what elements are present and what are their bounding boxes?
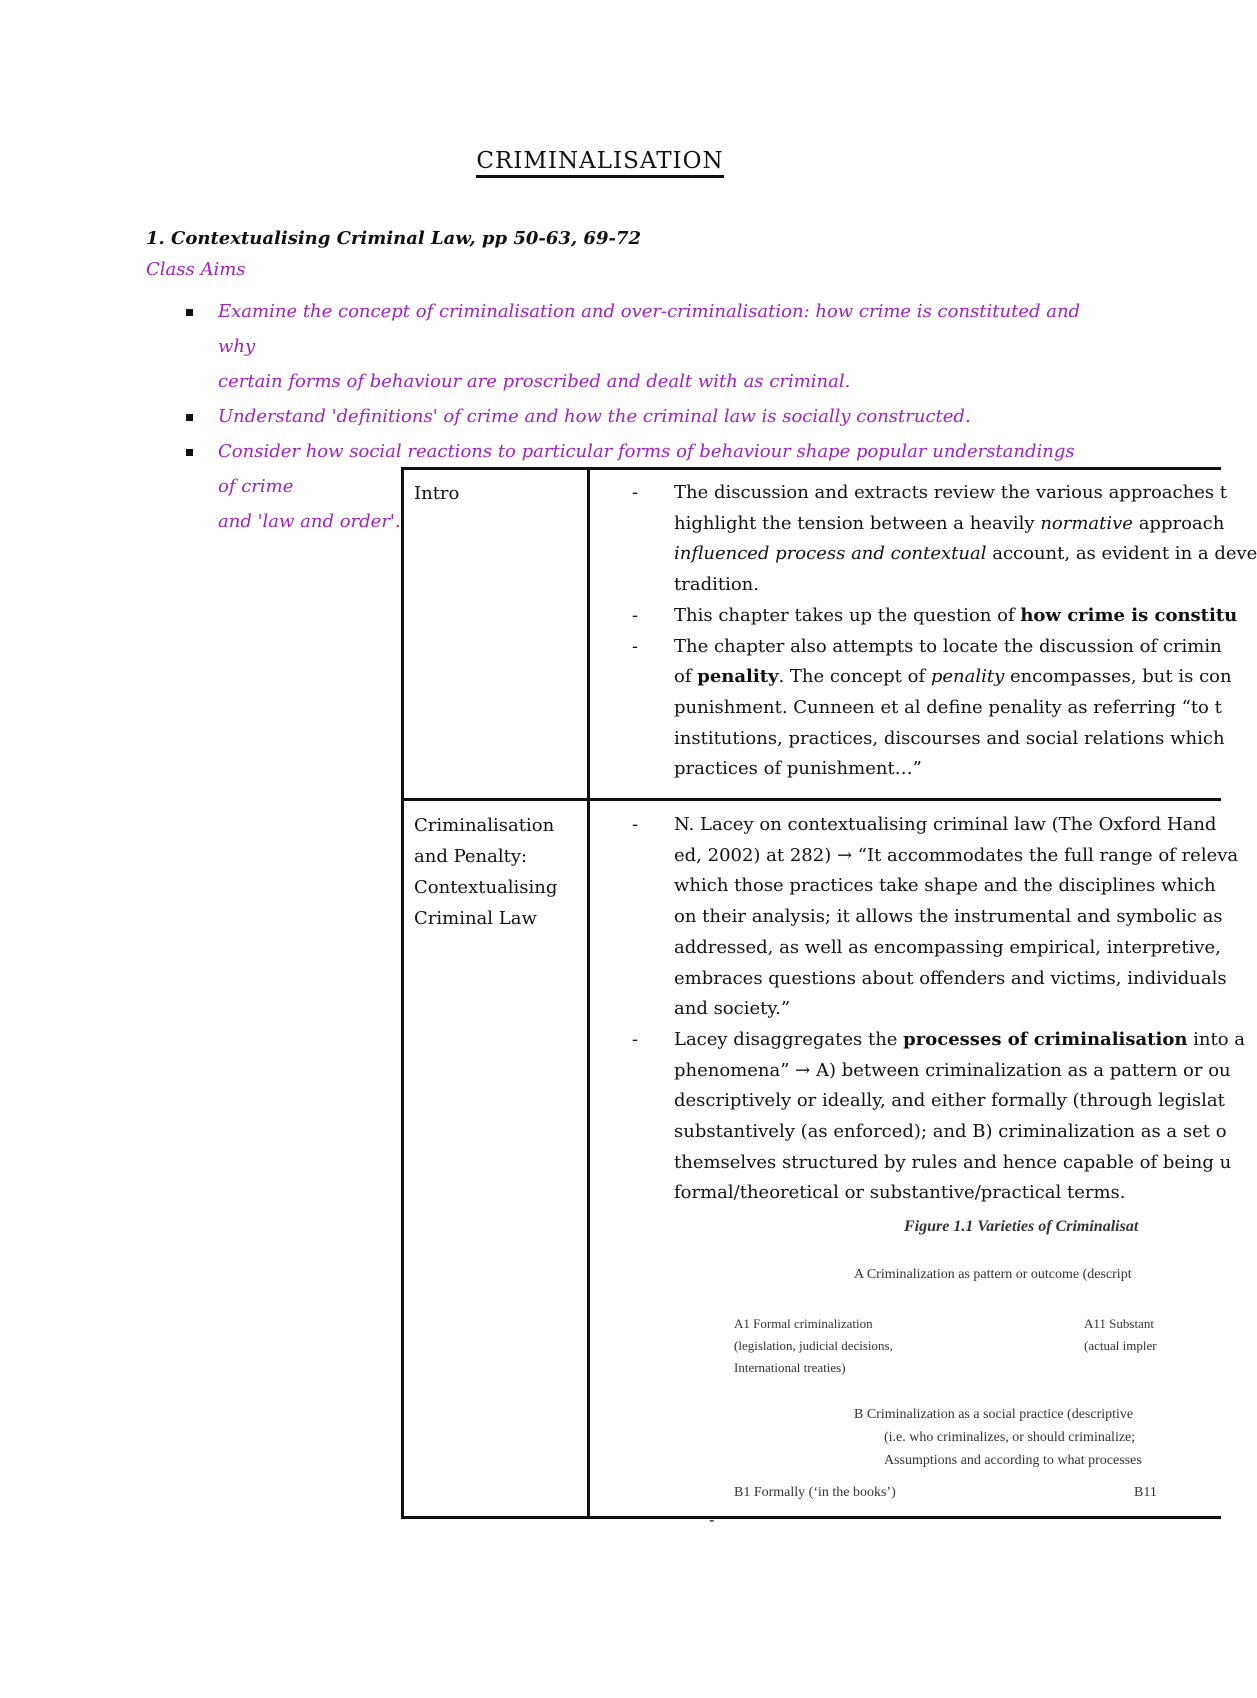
row-points-criminalisation (624, 810, 1246, 1209)
figure-node-b (854, 1403, 1142, 1472)
point-line: which those practices take shape and the disciplines which (674, 875, 1216, 897)
section-heading: 1. Contextualising Criminal Law, pp 50-63, 69-72 (146, 228, 641, 249)
figure-text: International treaties) (734, 1360, 846, 1375)
point-line: themselves structured by rules and hence capable of being u (674, 1151, 1232, 1173)
point-line: practices of punishment…” (674, 758, 922, 780)
point-line: ed, 2002) at 282) → “It accommodates the full range of releva (674, 844, 1239, 866)
point-line: highlight the tension between a heavily normative approach (674, 512, 1225, 534)
point-item (624, 601, 1238, 632)
point-line: This chapter takes up the question of how crime is constitu (674, 604, 1238, 626)
document-title-text: CRIMINALISATION (476, 148, 723, 178)
point-line: The discussion and extracts review the various approaches t (674, 482, 1228, 503)
point-line: formal/theoretical or substantive/practical terms. (674, 1182, 1126, 1204)
point-line: The chapter also attempts to locate the discussion of crimin (674, 635, 1222, 657)
point-line: and society.” (674, 998, 791, 1020)
point-item (624, 632, 1232, 786)
aim-item (146, 294, 1086, 399)
notes-table (401, 467, 1257, 1529)
aim-line: Consider how social reactions to particular forms of behaviour shape popular understandings of crime (218, 441, 1075, 497)
figure-text: A1 Formal criminalization (734, 1316, 873, 1331)
figure-node-a2 (1084, 1313, 1157, 1357)
aim-line: and 'law and order'. (218, 511, 401, 532)
aim-line: Examine the concept of criminalisation and over-criminalisation: how crime is constituted and why (218, 301, 1081, 357)
point-line: of penality. The concept of penality encompasses, but is con (674, 666, 1232, 688)
figure-node-a1 (734, 1313, 893, 1379)
aim-line: certain forms of behaviour are proscribed and dealt with as criminal. (218, 371, 851, 392)
figure-node-a: A Criminalization as pattern or outcome (descript (854, 1267, 1132, 1282)
figure-text: (i.e. who criminalizes, or should criminalize; (884, 1430, 1136, 1445)
column-divider (587, 470, 590, 1516)
dash-bullet: - (632, 814, 639, 835)
dash-bullet: - (632, 635, 639, 657)
class-aims-label: Class Aims (146, 259, 246, 280)
point-line: tradition. (674, 574, 759, 596)
bullet-icon (186, 449, 193, 456)
row-topic-intro: Intro (414, 483, 460, 504)
bullet-icon (186, 414, 193, 421)
aim-item (146, 399, 1086, 434)
point-line: N. Lacey on contextualising criminal law (The Oxford Hand (674, 814, 1217, 835)
figure-text: (actual impler (1084, 1338, 1157, 1353)
point-line: embraces questions about offenders and victims, individuals (674, 967, 1227, 989)
row-points-intro (624, 478, 1257, 785)
figure-text: (legislation, judicial decisions, (734, 1338, 893, 1353)
figure-text: Assumptions and according to what processes (884, 1453, 1142, 1468)
dash-bullet: - (632, 1028, 639, 1050)
aim-line: Understand 'definitions' of crime and how the criminal law is socially constructed. (218, 406, 971, 427)
point-line: influenced process and contextual account, as evident in a deve (674, 543, 1257, 565)
dash-bullet: - (632, 482, 639, 503)
point-item (624, 1025, 1246, 1209)
figure-text: A11 Substant (1084, 1316, 1154, 1331)
row-topic-criminalisation: Criminalisation and Penalty: Contextualising Criminal Law (414, 815, 558, 929)
figure-varieties-of-criminalisation (714, 1218, 1234, 1518)
figure-node-b1: B1 Formally (‘in the books’) (734, 1485, 896, 1500)
row-divider (404, 798, 1221, 801)
point-line: Lacey disaggregates the processes of criminalisation into a (674, 1028, 1246, 1050)
figure-text: B Criminalization as a social practice (descriptive (854, 1407, 1134, 1422)
figure-node-b2: B11 (1134, 1485, 1157, 1500)
point-line: punishment. Cunneen et al define penality as referring “to t (674, 696, 1222, 718)
dash-bullet: - (632, 604, 639, 626)
figure-title: Figure 1.1 Varieties of Criminalisat (904, 1218, 1139, 1235)
point-item (624, 478, 1257, 601)
point-line: phenomena” → A) between criminalization as a pattern or ou (674, 1059, 1231, 1081)
point-line: institutions, practices, discourses and social relations which (674, 727, 1225, 749)
bullet-icon (186, 309, 193, 316)
point-line: descriptively or ideally, and either formally (through legislat (674, 1090, 1225, 1112)
stray-dash: - (709, 1510, 715, 1529)
point-line: on their analysis; it allows the instrumental and symbolic as (674, 906, 1223, 928)
point-line: addressed, as well as encompassing empirical, interpretive, (674, 936, 1221, 958)
document-title (0, 148, 1200, 174)
point-item (624, 810, 1239, 1025)
point-line: substantively (as enforced); and B) criminalization as a set o (674, 1121, 1227, 1143)
